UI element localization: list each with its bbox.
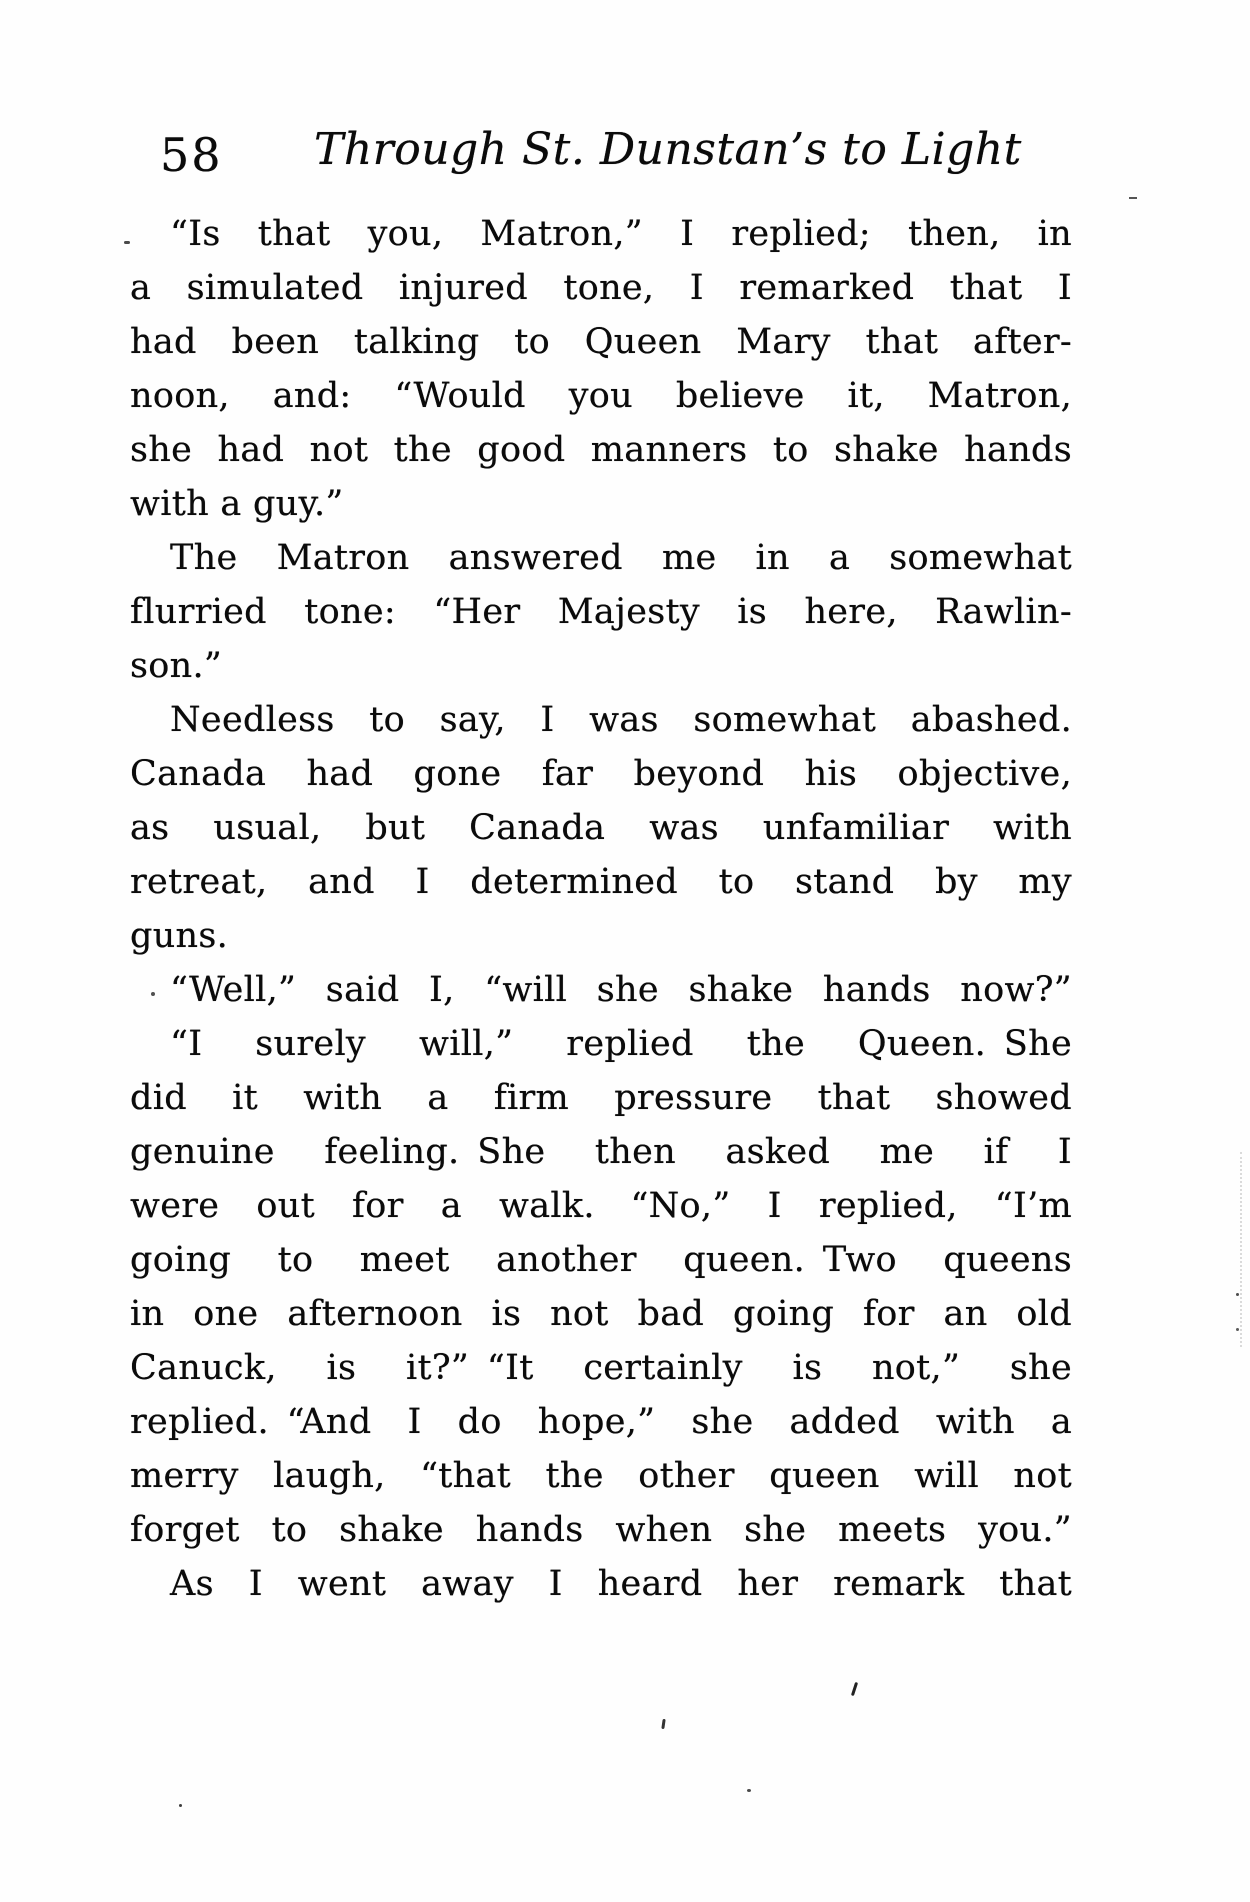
scan-artifact (1240, 1152, 1242, 1347)
paragraph (130, 963, 1072, 1017)
text-line: in one afternoon is not bad going for an old (130, 1294, 1072, 1334)
text-line: Canuck, is it?” “It certainly is not,” she (130, 1348, 1072, 1388)
scan-speck (747, 1789, 751, 1792)
text-line: As I went away I heard her remark that (170, 1564, 1072, 1604)
text-block (130, 207, 1072, 1611)
text-line: going to meet another queen. Two queens (130, 1240, 1072, 1280)
page-number: 58 (160, 128, 223, 182)
scan-speck (851, 1682, 858, 1696)
scan-speck (124, 241, 130, 244)
scan-speck (1129, 197, 1137, 199)
paragraph (130, 1557, 1072, 1611)
text-line: Canada had gone far beyond his objective, (130, 754, 1072, 794)
text-line: replied. “And I do hope,” she added with a (130, 1402, 1072, 1442)
scan-speck (1236, 1328, 1239, 1331)
text-line: “Well,” said I, “will she shake hands now?” (170, 970, 1072, 1010)
text-line: merry laugh, “that the other queen will not (130, 1456, 1072, 1496)
text-line: flurried tone: “Her Majesty is here, Rawlin- (130, 592, 1072, 632)
text-line: guns. (130, 916, 229, 956)
running-title: Through St. Dunstan’s to Light (314, 124, 1022, 175)
text-line: retreat, and I determined to stand by my (130, 862, 1072, 902)
text-line: “I surely will,” replied the Queen. She (170, 1024, 1072, 1064)
scan-speck (151, 992, 155, 996)
scan-speck (179, 1804, 182, 1807)
scan-speck (1236, 1293, 1239, 1296)
text-line: a simulated injured tone, I remarked that I (130, 268, 1072, 308)
text-line: as usual, but Canada was unfamiliar with (130, 808, 1072, 848)
text-line: son.” (130, 646, 223, 686)
scan-speck (661, 1719, 665, 1729)
paragraph (130, 531, 1072, 693)
text-line: genuine feeling. She then asked me if I (130, 1132, 1072, 1172)
text-line: noon, and: “Would you believe it, Matron, (130, 376, 1072, 416)
text-line: forget to shake hands when she meets you.” (130, 1510, 1072, 1550)
paragraph (130, 693, 1072, 963)
text-line: Needless to say, I was somewhat abashed. (170, 700, 1072, 740)
paragraph (130, 1017, 1072, 1557)
text-line: were out for a walk. “No,” I replied, “I’m (130, 1186, 1072, 1226)
text-line: “Is that you, Matron,” I replied; then, in (170, 214, 1072, 254)
text-line: did it with a firm pressure that showed (130, 1078, 1072, 1118)
paragraph (130, 207, 1072, 531)
text-line: had been talking to Queen Mary that after- (130, 322, 1072, 362)
text-line: The Matron answered me in a somewhat (170, 538, 1072, 578)
text-line: with a guy.” (130, 484, 344, 524)
text-line: she had not the good manners to shake hands (130, 430, 1072, 470)
